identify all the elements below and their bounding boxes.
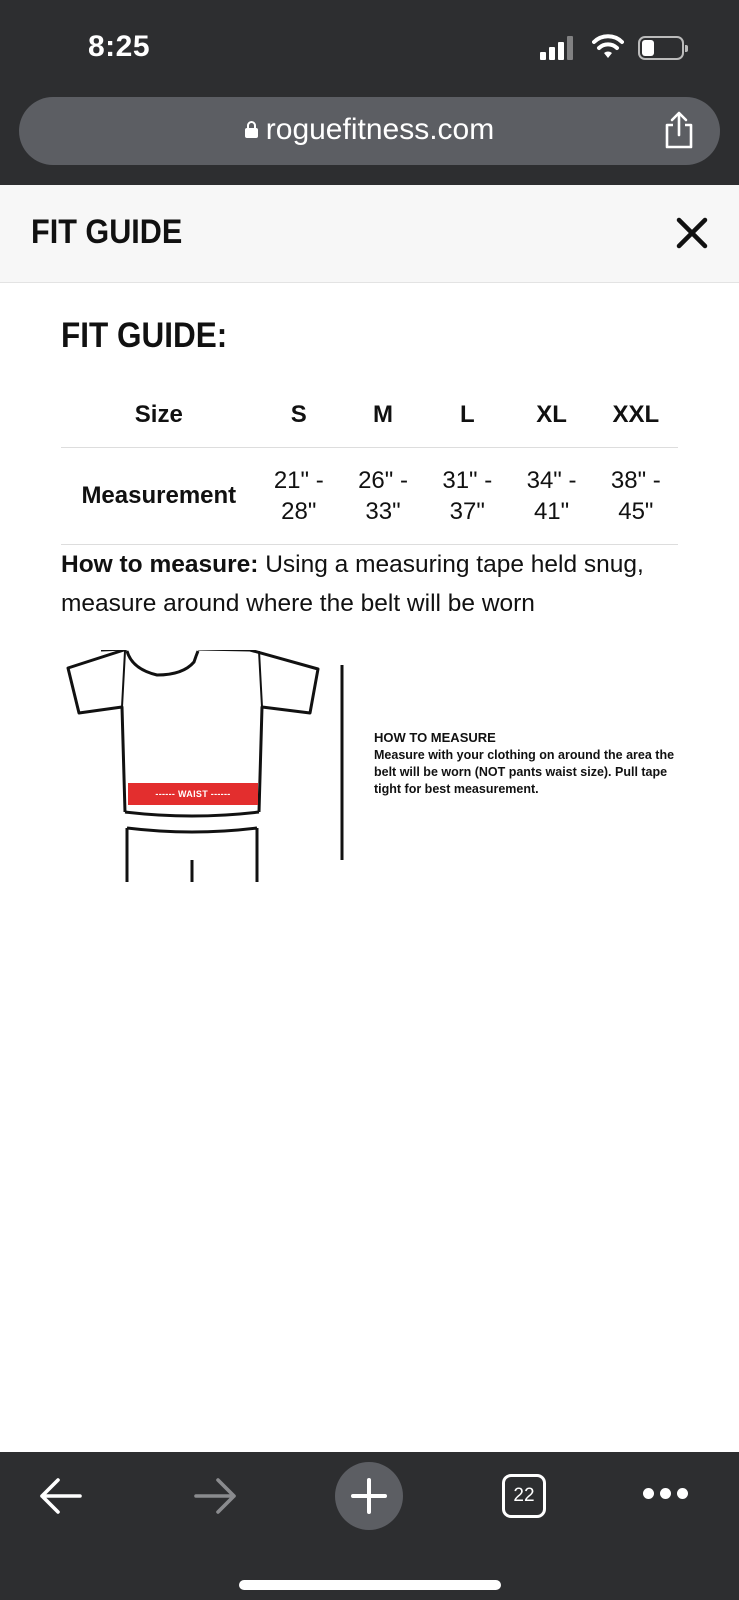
measurement-cell: 38" - 45"	[594, 447, 678, 544]
battery-icon	[638, 36, 684, 60]
tab-count-button[interactable]: 22	[502, 1474, 546, 1518]
how-to-measure-label: How to measure:	[61, 551, 259, 578]
status-time: 8:25	[88, 30, 151, 63]
measurement-cell: 34" - 41"	[509, 447, 593, 544]
size-table	[61, 383, 678, 545]
wifi-icon	[592, 32, 624, 60]
size-column-header: M	[341, 383, 425, 447]
measure-diagram	[61, 650, 686, 910]
how-to-measure-instructions: Using a measuring tape held snug, measure around where the belt will be worn	[61, 551, 644, 617]
modal-header	[0, 185, 739, 283]
plus-icon	[335, 1462, 403, 1530]
measurement-row	[61, 447, 678, 544]
close-icon[interactable]	[676, 217, 708, 249]
url-text: roguefitness.com	[265, 113, 495, 146]
cellular-signal-icon	[540, 36, 576, 60]
back-arrow-icon[interactable]	[38, 1476, 84, 1516]
browser-bottom-toolbar	[0, 1452, 739, 1600]
new-tab-button[interactable]	[335, 1462, 403, 1530]
size-column-header: XL	[509, 383, 593, 447]
fit-guide-heading: FIT GUIDE:	[61, 316, 228, 355]
lock-icon	[245, 121, 258, 138]
measurement-cell: 26" - 33"	[341, 447, 425, 544]
address-bar[interactable]	[19, 97, 720, 165]
home-indicator	[239, 1580, 501, 1590]
measurement-label: Measurement	[61, 447, 257, 544]
diagram-title: HOW TO MEASURE	[374, 730, 496, 745]
measurement-cell: 21" - 28"	[257, 447, 341, 544]
modal-title: FIT GUIDE	[31, 213, 183, 251]
waist-label: ------ WAIST ------	[128, 783, 258, 805]
size-column-header: XXL	[594, 383, 678, 447]
size-header-label: Size	[61, 383, 257, 447]
size-column-header: L	[425, 383, 509, 447]
forward-arrow-icon[interactable]	[192, 1476, 238, 1516]
size-header-row	[61, 383, 678, 447]
measurement-cell: 31" - 37"	[425, 447, 509, 544]
size-column-header: S	[257, 383, 341, 447]
how-to-measure-text	[61, 545, 686, 623]
diagram-instructions: Measure with your clothing on around the area the belt will be worn (NOT pants waist size). Pull tape tight for best measurement.	[374, 748, 675, 796]
more-dots-icon[interactable]	[643, 1488, 689, 1502]
browser-top-chrome	[0, 0, 739, 185]
share-icon[interactable]	[662, 111, 696, 149]
